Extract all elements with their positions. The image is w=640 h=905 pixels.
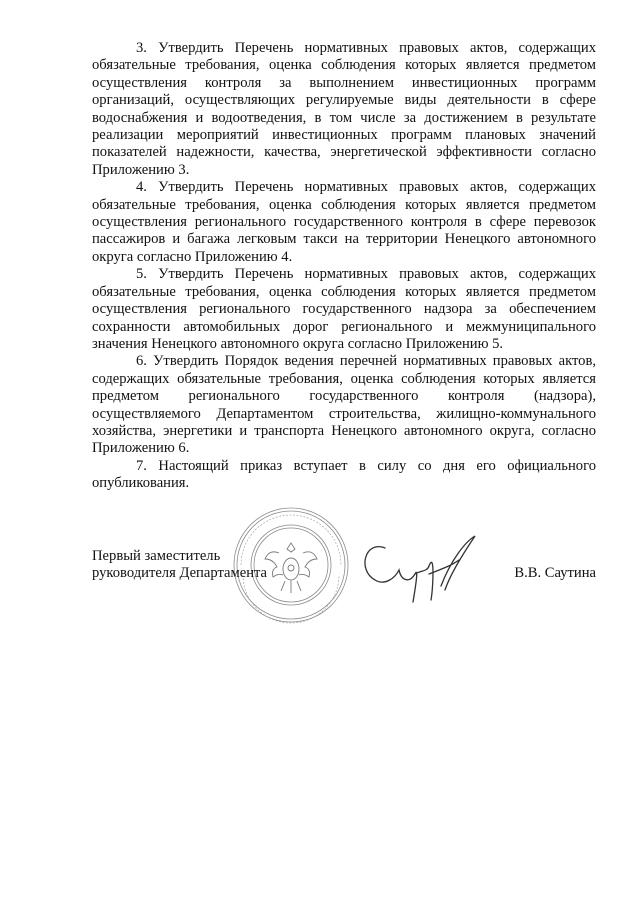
- signatory-title-line1: Первый заместитель: [92, 548, 221, 564]
- paragraph-7: 7. Настоящий приказ вступает в силу со дня его официального опубликования.: [92, 457, 596, 492]
- paragraph-4: 4. Утвердить Перечень нормативных правовых актов, содержащих обязательные требования, оценка соблюдения которых является предметом осуществления регионального государственного контроля в сфере перевозок пассажиров и багажа легковым такси на территории Ненецкого автономного округа согласно Приложению 4.: [92, 179, 596, 265]
- document-body: [92, 40, 596, 493]
- signature-block: [92, 548, 596, 638]
- paragraph-5: 5. Утвердить Перечень нормативных правовых актов, содержащих обязательные требования, оценка соблюдения которых является предметом осуществления регионального государственного надзора за обеспечением сохранности автомобильных дорог регионального и межмуниципального значения Ненецкого автономного округа согласно Приложению 5.: [92, 266, 596, 352]
- signatory-title: [92, 548, 267, 583]
- signatory-name: В.В. Саутина: [514, 565, 596, 581]
- signatory-title-line2: руководителя Департамента: [92, 565, 268, 582]
- paragraph-3: 3. Утвердить Перечень нормативных правовых актов, содержащих обязательные требования, оценка соблюдения которых является предметом осуществления контроля за выполнением инвестиционных программ организаций, осуществляющих регулируемые виды деятельности в сфере водоснабжения и водоотведения, в том числе за достижением в результате реализации мероприятий инвестиционных программ плановых значений показателей надежности, качества, энергетической эффективности согласно Приложению 3.: [92, 40, 596, 178]
- paragraph-6: 6. Утвердить Порядок ведения перечней нормативных правовых актов, содержащих обязательные требования, оценка соблюдения которых является предметом регионального государственного контроля (надзора), осуществляемого Департаментом строительства, жилищно-коммунального хозяйства, энергетики и транспорта Ненецкого автономного округа, согласно Приложению 6.: [92, 353, 596, 457]
